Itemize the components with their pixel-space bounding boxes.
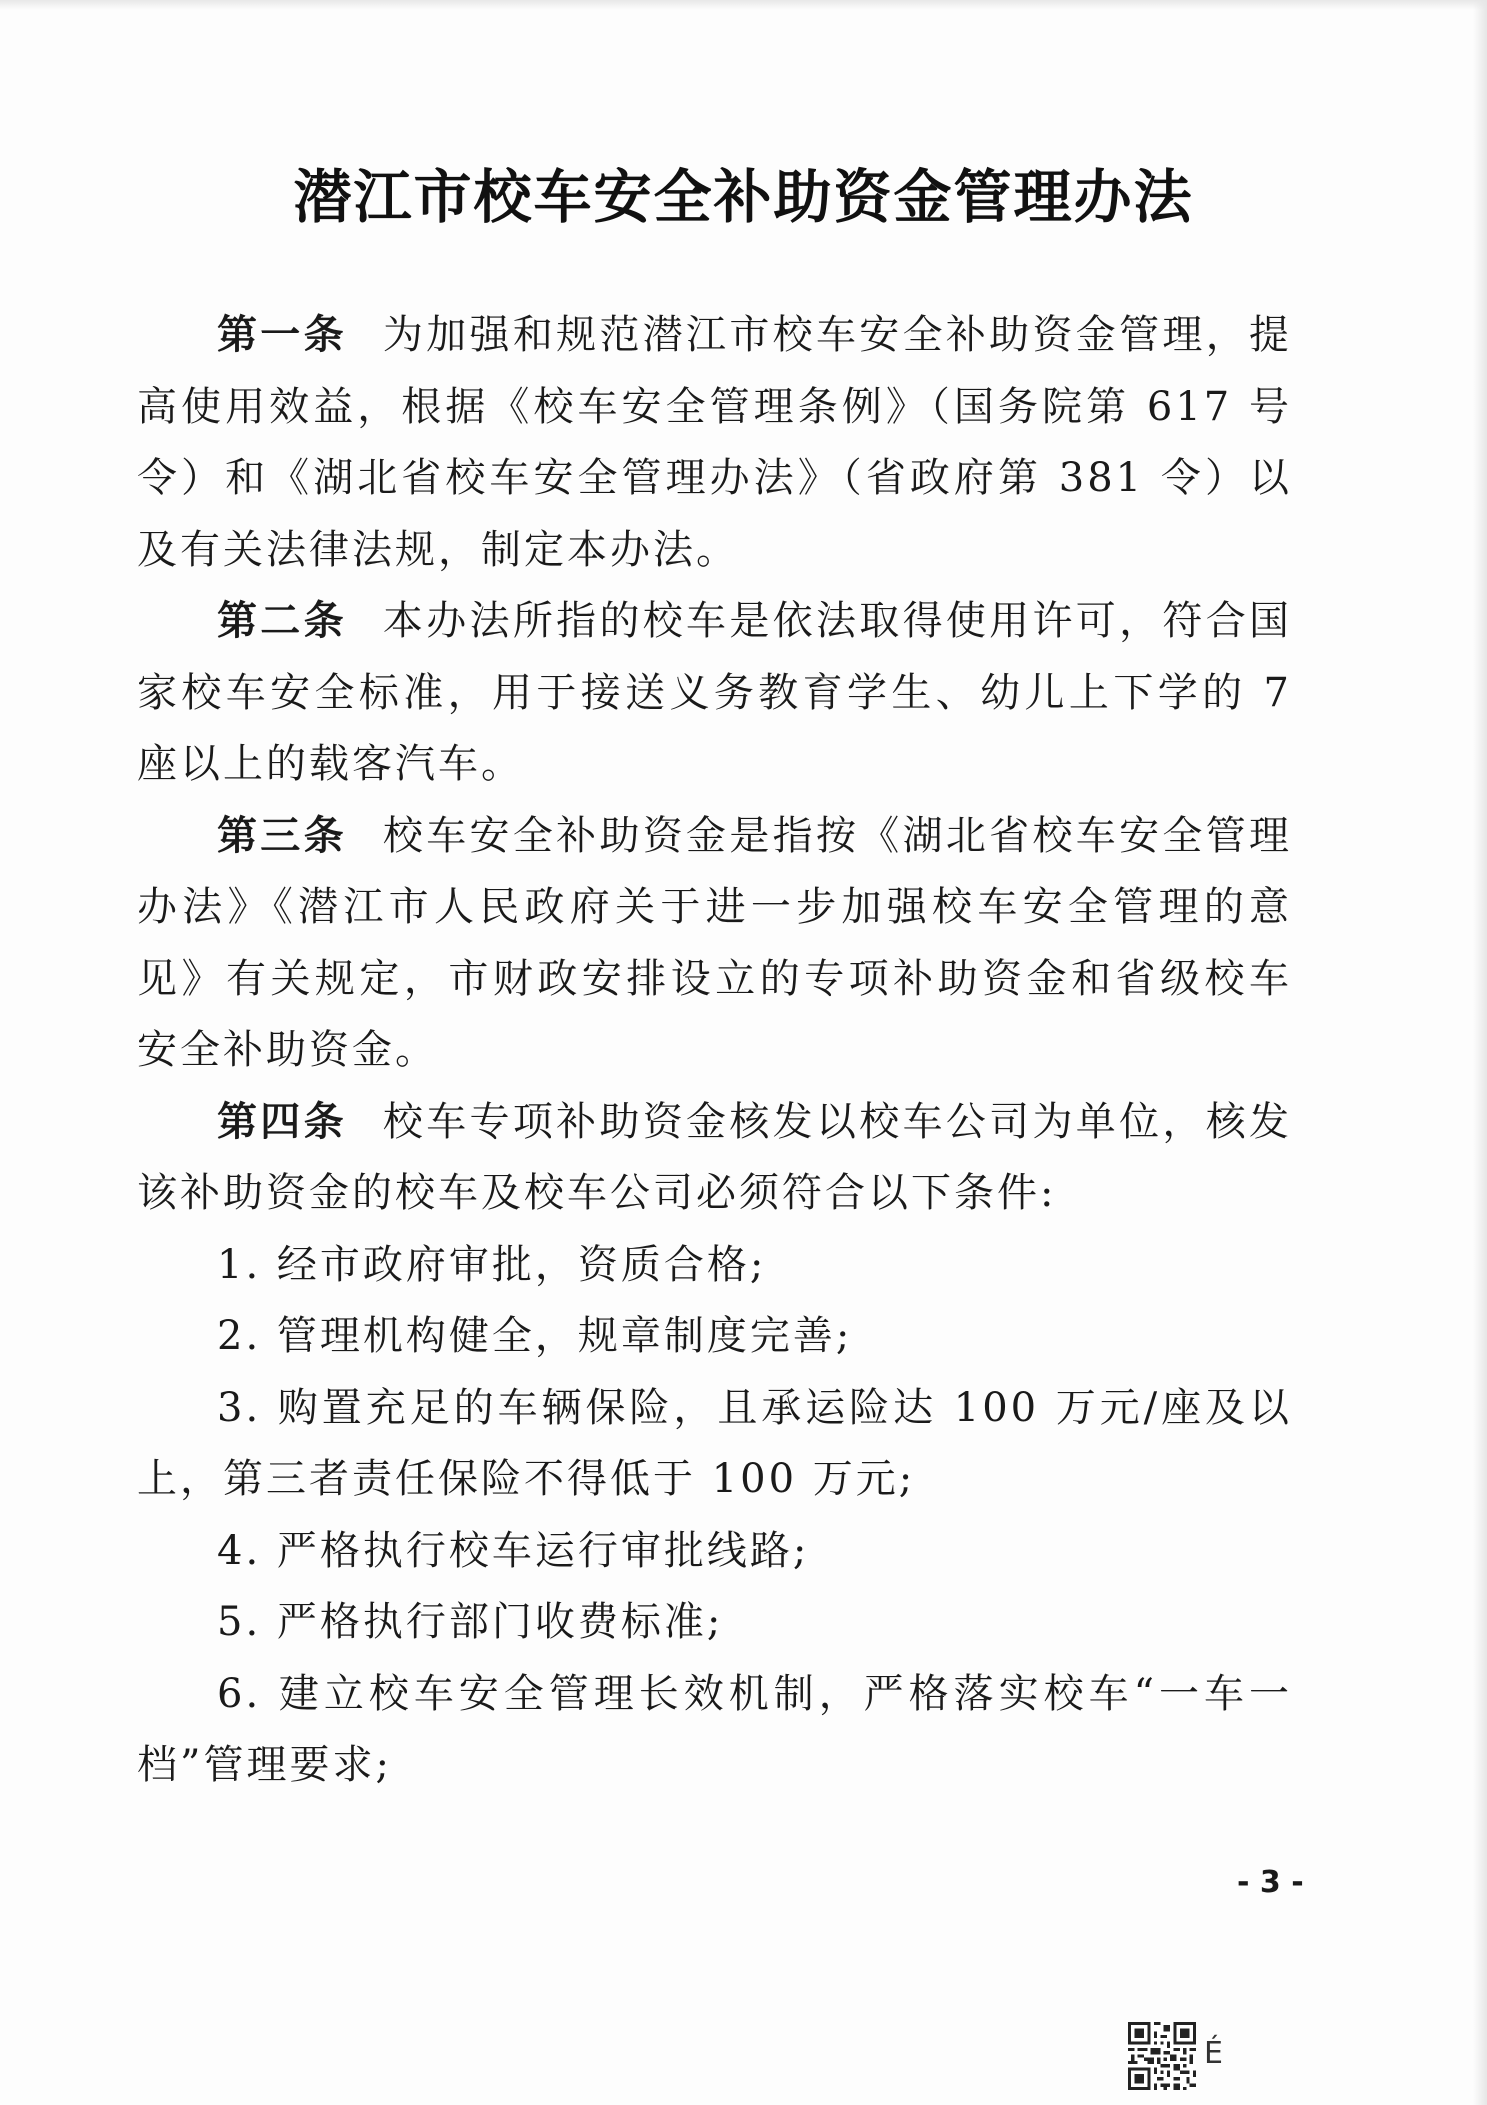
article-1	[137, 300, 1292, 586]
page-number: - 3 -	[1237, 1865, 1304, 1900]
list-item	[137, 1659, 1292, 1802]
list-item-text: 1. 经市政府审批，资质合格;	[217, 1241, 767, 1288]
list-item	[137, 1301, 1292, 1373]
scan-edge-top	[0, 0, 1487, 10]
list-item-text: 5. 严格执行部门收费标准;	[217, 1599, 724, 1645]
article-2	[137, 586, 1292, 801]
corner-mark: É	[1204, 2036, 1223, 2071]
document-title: 潜江市校车安全补助资金管理办法	[293, 163, 1194, 231]
article-text: 校车专项补助资金核发以校车公司为单位，核发该补助资金的校车及校车公司必须符合以下条件:	[137, 1098, 1293, 1216]
scan-edge-right	[1473, 0, 1487, 2105]
list-item	[137, 1230, 1292, 1302]
article-4	[137, 1087, 1292, 1230]
article-3	[137, 801, 1292, 1087]
list-item	[137, 1373, 1292, 1516]
article-text: 本办法所指的校车是依法取得使用许可，符合国家校车安全标准，用于接送义务教育学生、幼儿上下学的 7 座以上的载客汽车。	[137, 598, 1293, 787]
article-text: 校车安全补助资金是指按《湖北省校车安全管理办法》《潜江市人民政府关于进一步加强校车安全管理的意见》有关规定，市财政安排设立的专项补助资金和省级校车安全补助资金。	[137, 812, 1293, 1073]
list-item-text: 6. 建立校车安全管理长效机制，严格落实校车“一车一档”管理要求;	[137, 1670, 1292, 1788]
article-label: 第一条	[217, 312, 347, 358]
list-item-text: 3. 购置充足的车辆保险，且承运险达 100 万元/座及以上，第三者责任保险不得低于 100 万元;	[137, 1384, 1292, 1502]
list-item-text: 2. 管理机构健全，规章制度完善;	[217, 1313, 853, 1359]
document-body	[137, 300, 1292, 1802]
qr-code-icon	[1128, 2022, 1196, 2090]
article-label: 第四条	[217, 1098, 347, 1145]
article-label: 第三条	[217, 812, 347, 859]
list-item	[137, 1587, 1292, 1659]
article-label: 第二条	[217, 598, 347, 644]
list-item-text: 4. 严格执行校车运行审批线路;	[217, 1527, 810, 1574]
article-text: 为加强和规范潜江市校车安全补助资金管理，提高使用效益，根据《校车安全管理条例》（国务院第 617 号令）和《湖北省校车安全管理办法》（省政府第 381 令）以及有关法律法规，制定本办法。	[137, 312, 1293, 573]
list-item	[137, 1516, 1292, 1588]
